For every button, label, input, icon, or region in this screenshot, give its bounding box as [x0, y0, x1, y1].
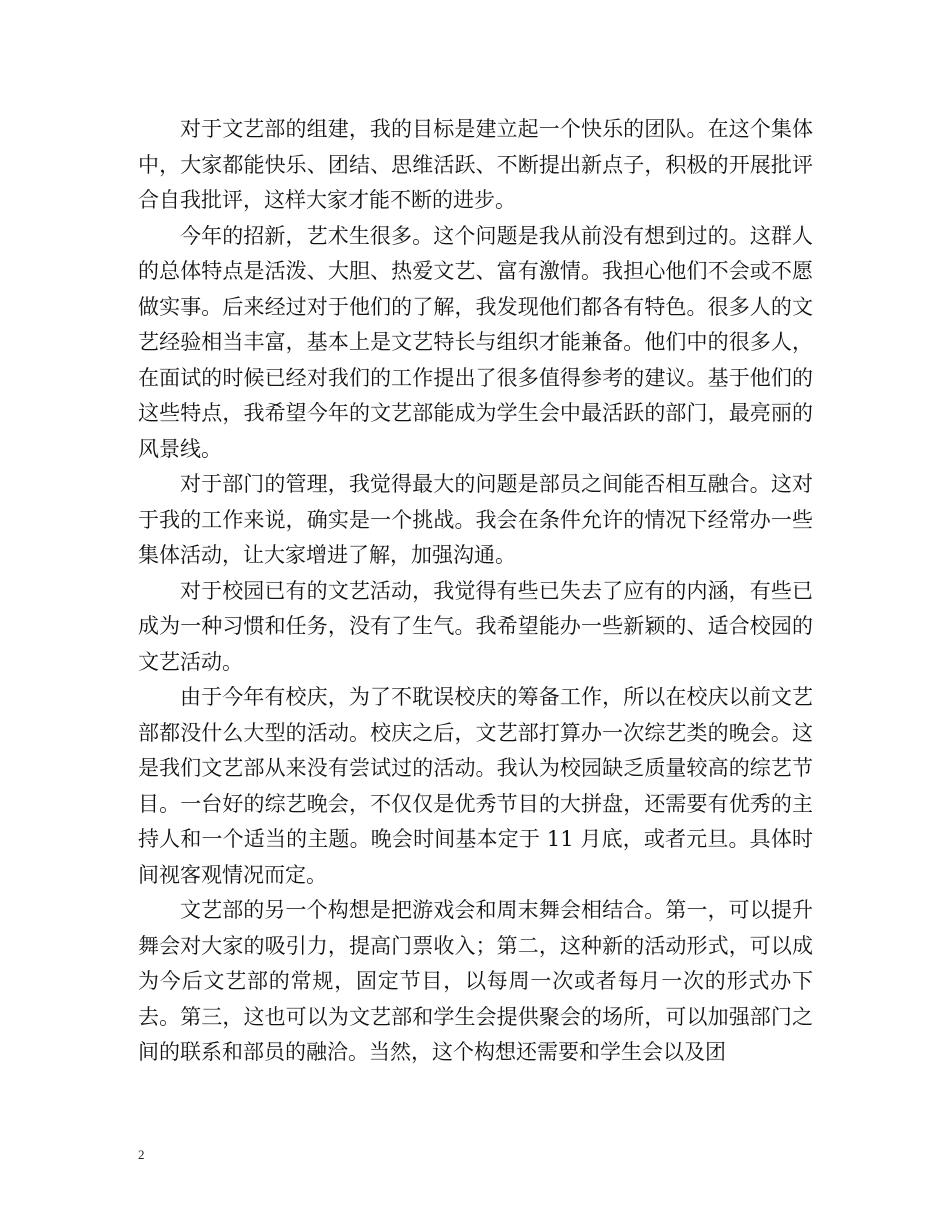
- paragraph-6: 文艺部的另一个构想是把游戏会和周末舞会相结合。第一，可以提升舞会对大家的吸引力，提高门票收入；第二，这种新的活动形式，可以成为今后文艺部的常规，固定节目，以每周一次或者每月一次的形式办下去。第三，这也可以为文艺部和学生会提供聚会的场所，可以加强部门之间的联系和部员的融洽。当然，这个构想还需要和学生会以及团: [138, 898, 813, 1064]
- paragraph-4: 对于校园已有的文艺活动，我觉得有些已失去了应有的内涵，有些已成为一种习惯和任务，没有了生气。我希望能办一些新颖的、适合校园的文艺活动。: [138, 578, 813, 674]
- page-number: 2: [138, 1147, 145, 1162]
- paragraph-1: 对于文艺部的组建，我的目标是建立起一个快乐的团队。在这个集体中，大家都能快乐、团结、思维活跃、不断提出新点子，积极的开展批评合自我批评，这样大家才能不断的进步。: [138, 117, 813, 212]
- paragraph-3: 对于部门的管理，我觉得最大的问题是部员之间能否相互融合。这对于我的工作来说，确实是一个挑战。我会在条件允许的情况下经常办一些集体活动，让大家增进了解，加强沟通。: [138, 472, 813, 567]
- paragraph-5: 由于今年有校庆，为了不耽误校庆的筹备工作，所以在校庆以前文艺部都没什么大型的活动。校庆之后，文艺部打算办一次综艺类的晚会。这是我们文艺部从来没有尝试过的活动。我认为校园缺乏质量较高的综艺节目。一台好的综艺晚会，不仅仅是优秀节目的大拼盘，还需要有优秀的主持人和一个适当的主题。晚会时间基本定于 11 月底，或者元旦。具体时间视客观情况而定。: [138, 685, 813, 887]
- body-text: [138, 112, 813, 1071]
- paragraph-2: 今年的招新，艺术生很多。这个问题是我从前没有想到过的。这群人的总体特点是活泼、大胆、热爱文艺、富有激情。我担心他们不会或不愿做实事。后来经过对于他们的了解，我发现他们都各有特色。很多人的文艺经验相当丰富，基本上是文艺特长与组织才能兼备。他们中的很多人，在面试的时候已经对我们的工作提出了很多值得参考的建议。基于他们的这些特点，我希望今年的文艺部能成为学生会中最活跃的部门，最亮丽的风景线。: [138, 223, 813, 461]
